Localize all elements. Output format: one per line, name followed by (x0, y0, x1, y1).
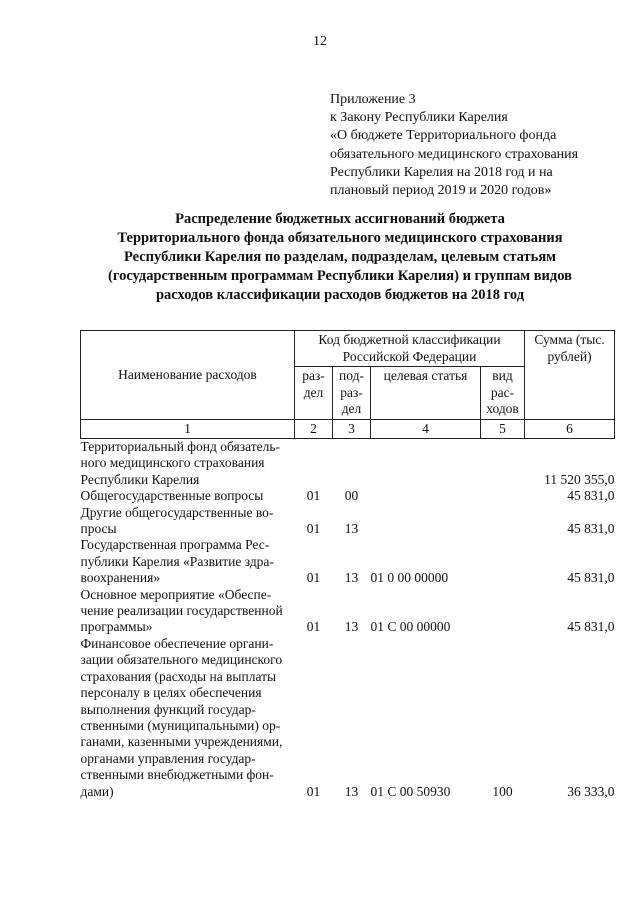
page-number: 12 (313, 34, 327, 49)
row-amount: 45 831,0 (567, 521, 615, 537)
row-name: Государственная программа Рес-публики Карелия «Развитие здра-воохранения» (80, 537, 274, 586)
document-title (70, 210, 610, 305)
table-row (81, 505, 615, 538)
appendix-line: обязательного медицинского страхования (330, 146, 579, 162)
row-subsection: 13 (344, 619, 359, 635)
table-row (81, 636, 615, 800)
appendix-line: Приложение 3 (330, 92, 416, 107)
row-type (481, 505, 525, 538)
row-section (295, 439, 333, 489)
table-row (81, 439, 615, 489)
appendix-line: плановый период 2019 и 2020 годов» (330, 183, 552, 199)
appendix-line: «О бюджете Территориального фонда (330, 128, 557, 144)
row-target: 01 С 00 50930 (370, 783, 451, 799)
column-number: 5 (481, 419, 525, 439)
row-name: Основное мероприятие «Обеспе-чение реализации государственной программы» (80, 586, 283, 635)
header-target: целевая статья (371, 367, 481, 420)
appendix-line: к Закону Республики Карелия (330, 110, 508, 126)
column-number: 1 (81, 419, 295, 439)
row-target (371, 505, 481, 538)
row-amount: 45 831,0 (567, 619, 615, 635)
row-type (481, 537, 525, 586)
row-amount: 11 520 355,0 (544, 471, 615, 487)
header-expense-type: вид рас-ходов (481, 367, 525, 420)
row-subsection: 13 (344, 521, 359, 537)
appendix-header (330, 91, 578, 200)
row-subsection: 00 (344, 488, 359, 504)
row-name: Другие общегосударственные во-просы (80, 504, 274, 537)
row-section: 01 (306, 619, 321, 635)
row-amount: 45 831,0 (567, 570, 615, 586)
row-type (481, 587, 525, 636)
row-name: Финансовое обеспечение органи-зации обязательного медицинского страхования (расходы на выплаты персоналу в целях обеспечения выполнения функций государ-ственными (муниципальными) ор-ганами, казенными учреждениями, органами управления государ-ственными внебюджетными фон-дами) (80, 635, 283, 799)
header-name: Наименование расходов (81, 331, 295, 420)
appendix-line: Республики Карелия на 2018 год и на (330, 164, 553, 180)
row-section: 01 (306, 570, 321, 586)
row-target (371, 439, 481, 489)
budget-table (80, 330, 615, 800)
table-row (81, 587, 615, 636)
title-line: (государственным программам Республики Карелия) и группам видов (108, 268, 572, 284)
row-section: 01 (306, 488, 321, 504)
table-row (81, 537, 615, 586)
row-type (481, 488, 525, 504)
header-amount: Сумма (тыс. рублей) (525, 331, 615, 420)
row-section: 01 (306, 521, 321, 537)
title-line: Распределение бюджетных ассигнований бюджета (175, 211, 505, 227)
row-name: Общегосударственные вопросы (80, 488, 264, 504)
table-row (81, 488, 615, 504)
header-subsection: под-раз-дел (333, 367, 371, 420)
column-number: 6 (525, 419, 615, 439)
row-amount: 45 831,0 (567, 488, 615, 504)
row-type: 100 (492, 783, 513, 799)
row-subsection (333, 439, 371, 489)
column-number: 3 (333, 419, 371, 439)
row-section: 01 (306, 783, 321, 799)
row-name: Территориальный фонд обязатель-ного медицинского страхования Республики Карелия (80, 439, 281, 487)
title-line: Территориального фонда обязательного медицинского страхования (117, 230, 563, 246)
title-line: Республики Карелия по разделам, подразделам, целевым статьям (123, 249, 557, 265)
title-line: расходов классификации расходов бюджетов на 2018 год (155, 287, 525, 303)
row-target (371, 488, 481, 504)
column-number: 2 (295, 419, 333, 439)
row-target: 01 С 00 00000 (370, 619, 451, 635)
row-type (481, 439, 525, 489)
column-number: 4 (371, 419, 481, 439)
row-subsection: 13 (344, 570, 359, 586)
row-subsection: 13 (344, 783, 359, 799)
row-target: 01 0 00 00000 (370, 570, 449, 586)
header-code-group: Код бюджетной классификации Российской Федерации (295, 331, 525, 367)
row-amount: 36 333,0 (567, 783, 615, 799)
header-section: раз-дел (295, 367, 333, 420)
